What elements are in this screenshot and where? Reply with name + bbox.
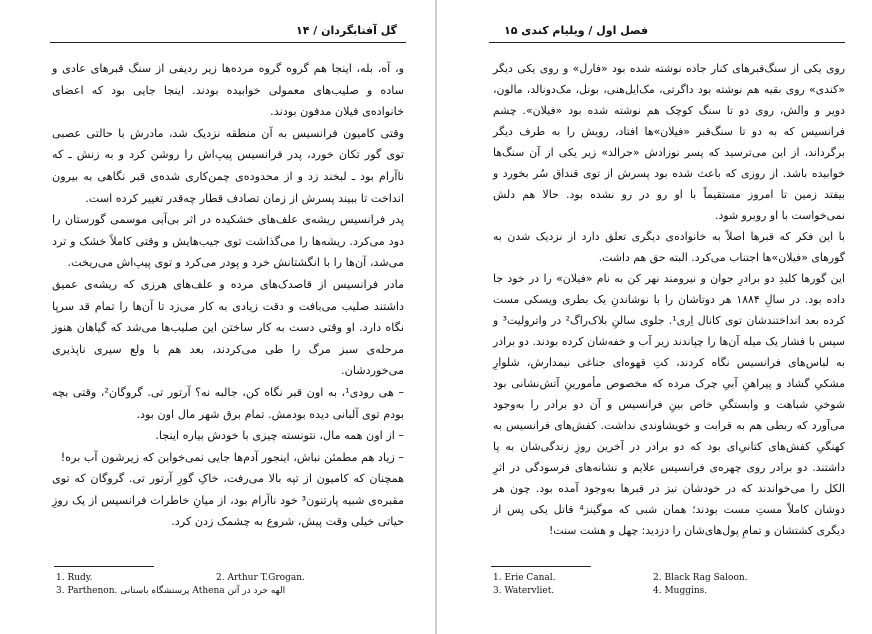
footnotes — [56, 572, 305, 598]
page-header: فصل اول / ویلیام کندی ۱۵ — [504, 24, 649, 37]
left-page — [0, 0, 435, 634]
paragraph: و، آه، بله، اینجا هم گروه گروه مرده‌ها زیر ردیفی از سنگ قبرهای عادی و ساده و صلیب‌های معمولی خوابیده بودند. اینجا جایی بود که اعضای خانواده‌ی فیلان مدفون بودند. — [52, 62, 404, 119]
footnote-rule — [491, 566, 591, 567]
paragraph: همچنان که کامیون از تپه بالا می‌رفت، خاکِ گورِ آرتور تی. گروگان که توی مقبره‌ی شبیه پارتنون³ خود ناآرام بود، از میانِ خاطرات فرانسیس از یک روزِ حیاتی خیلی وقت پیش، شروع به چشمک زدن کرد. — [52, 472, 405, 529]
paragraph: با این فکر که قبرها اصلاً به خانواده‌ی دیگری تعلق دارد از نزدیک شدن به گورهای «فیلان»ها اجتناب می‌کرد. البته حق هم داشت. — [493, 230, 845, 264]
paragraph: این گورها کلیدِ دو برادرِ جوان و نیرومند نهر کن به نام «فیلان» را در خود جا داده بود. در سالِ ۱۸۸۴ هر دوتاشان را با نوشاندنِ یک بطری ویسکی مست کرده بعد انداختندشان توی کانال اِری¹. جلوی سالنِ بلاک‌راگ² در واترولیت³ و سپس با فشار یک میله آن‌ها را چپاندند زیر آب و خفه‌شان کرده بودند. دو برادر به لباس‌های فرانسیس نگاه کردند، کتِ قهوه‌ای جناغی نیمدارش، شلوارِ مشکیِ گشاد و پیراهنِ آبیِ چرک مرده که مخصوص مأمورینِ آتش‌نشانی بود شوخیِ شباهت و وابستگیِ خاص بینِ فرانسیس و آن دو برادر را به‌وجود می‌آورد که ربطی هم به قرابت و خویشاوندی نداشت. کفش‌های فرانسیس به کهنگیِ کفش‌های کتانیِ‌ای بود که دو برادر در آخرین روزِ زندگی‌شان به پا داشتند. دو برادر روی چهره‌ی فرانسیس علایم و نشانه‌های فرسودگی در اثرِ الکل را می‌خواندند که در خودشان نیز در قبرها به‌وجود آمده بود. چون هر دوشان کاملاً مست‌ِ مست بودند؛ همان شبی که موگینز⁴ قاتل یکی پس از دیگری کشتشان و تمامِ پول‌های‌شان را دزدید: چهل و هشت سنت! — [493, 272, 846, 537]
header-rule — [489, 42, 845, 43]
header-rule — [50, 42, 406, 43]
footnote-rule — [54, 566, 154, 567]
footnote: 2. Arthur T.Grogan. — [216, 573, 305, 583]
page-body — [52, 58, 404, 533]
paragraph: روی یکی از سنگ‌قبرهای کنار جاده نوشته شده بود «فارل» و روی یکی دیگر «کندی» روی بقیه هم نوشته بود داگرتی، مک‌ایل‌هنی، بونل، مک‌دونالد، مالون، دویر و والش، روی دو تا سنگ کوچک هم نوشته شده بود «فیلان». چشم فرانسیس که به دو تا سنگ‌قبر «فیلان»ها افتاد، رویش را به طرف دیگر برگرداند، از این می‌ترسید که پسر نوزادش «جرالد» زیر یکی از آن سنگ‌ها خوابیده باشد. از روزی که باعث شده بود پسرش از توی قنداق سُر بخورد و بیفتد زمین تا امروز مستقیماً با او رو در رو نشده بود. حالا هم دلش نمی‌خواست با او روبرو شود. — [493, 62, 845, 222]
footnote: 4. Muggins. — [653, 586, 708, 596]
paragraph: مادر فرانسیس از قاصدک‌های مرده و علف‌های هرزی که ریشه‌ی عمیق داشتند صلیب می‌بافت و دقت زیادی به کار می‌زد تا آن‌ها را تمام قد سرپا نگاه دارد. او وقتی دست به کار ساختن این صلیب‌ها می‌شد که گیاهان هنوز مرحله‌ی سبز مرگ را طی می‌کردند، بعد هم با ولع سیری ناپذیری می‌خوردشان. — [52, 277, 404, 378]
paragraph: وقتی کامیون فرانسیس به آن منطقه نزدیک شد، مادرش با حالتی عصبی توی گور تکان خورد، پدر فرانسیس پیپ‌اش را روشن کرد و به زنش ـ که ناآرام بود ـ لبخند زد و از محدوده‌ی چمن‌کاری شده‌ی قبر نگاهی به بیرون انداخت تا ببیند پسرش از زمان تصادف قطار چه‌قدر تغییر کرده است. — [52, 126, 404, 205]
footnote: 1. Rudy. — [56, 573, 93, 583]
page-header: ۱۴ / گل آفتابگردان — [296, 24, 397, 37]
footnote: 1. Erie Canal. — [493, 573, 556, 583]
footnote: 3. Watervliet. — [493, 586, 555, 596]
footnote-row — [493, 585, 708, 598]
page-body — [493, 58, 845, 541]
footnote: 2. Black Rag Saloon. — [653, 573, 748, 583]
dialogue-line: – زیاد هم مطمئن نباش، اینجور آدم‌ها جایی نمی‌خوابن که زیرشون آب بره! — [60, 450, 404, 464]
footnote: 3. Parthenon. پرستشگاه باستانی Athena الهه خرد در آتن — [56, 586, 286, 596]
dialogue-line: – هی رودی¹، به اون قبر نگاه کن، جالبه نه؟ آرتور تی. گروگان²، وقتی بچه بودم توی آلبانی دیده بودمش. تمام برق شهر مال اون بود. — [52, 385, 404, 421]
footnotes — [493, 572, 748, 598]
dialogue-line: – از اون همه مال، نتونسته چیزی با خودش بیاره اینجا. — [155, 429, 404, 443]
footnote-row — [493, 572, 748, 585]
footnote-row — [56, 585, 285, 598]
paragraph: پدر فرانسیس ریشه‌ی علف‌های خشکیده در اثر بی‌آبی موسمی گورستان را دود می‌کرد. ریشه‌ها را می‌گذاشت توی جیب‌هایش و وقتی کاملاً خشک و ترد می‌شد، آن‌ها را با انگشتانش خرد و پودر می‌کرد و توی پیپ‌اش می‌ریخت. — [52, 213, 404, 270]
footnote-row — [56, 572, 305, 585]
right-page — [437, 0, 872, 634]
